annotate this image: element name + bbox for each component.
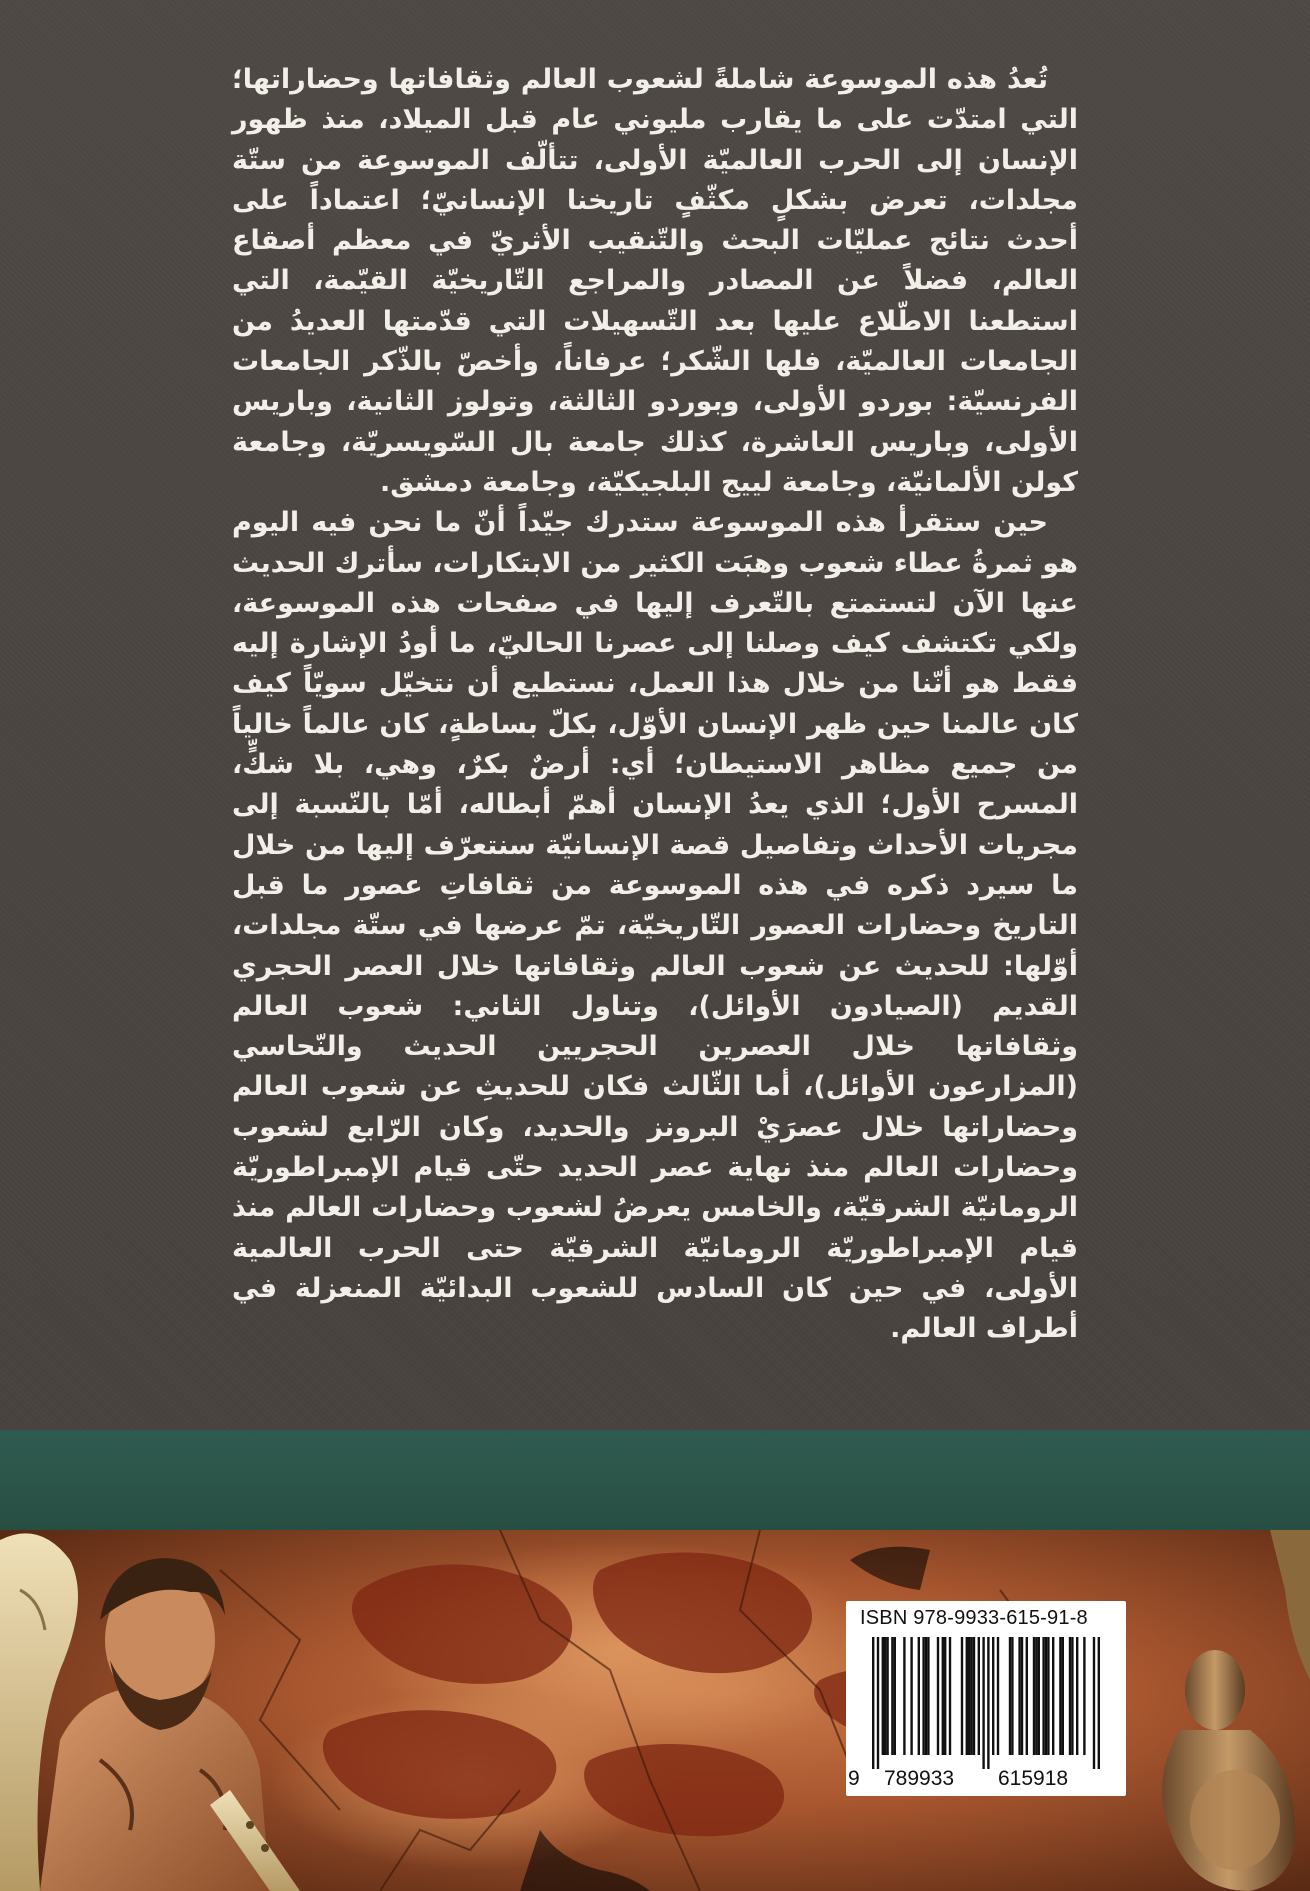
barcode-bar bbox=[882, 1637, 884, 1755]
barcode-bar bbox=[886, 1637, 888, 1755]
blurb-paragraph-1: تُعدُ هذه الموسوعة شاملةً لشعوب العالم وثقافاتها وحضاراتها؛ التي امتدّت على ما يقارب مليوني عام قبل الميلاد، منذ ظهور الإنسان إلى الحرب العالميّة الأولى، تتألّف الموسوعة من ستّة مجلدات، تعرض بشكلٍ مكثّفٍ تاريخنا الإنسانيّ؛ اعتماداً على أحدث نتائج عمليّات البحث والتّنقيب الأثريّ في معظم أصقاع العالم، فضلاً عن المصادر والمراجع التّاريخيّة القيّمة، التي استطعنا الاطّلاع عليها بعد التّسهيلات التي قدّمتها العديدُ من الجامعات العالميّة، فلها الشّكر؛ عرفاناً، وأخصّ بالذّكر الجامعات الفرنسيّة: بوردو الأولى، وبوردو الثالثة، وتولوز الثانية، وباريس الأولى، وباريس العاشرة، كذلك جامعة بال السّويسريّة، وجامعة كولن الألمانيّة، وجامعة لييج البلجيكيّة، وجامعة دمشق. bbox=[232, 64, 1078, 498]
ean-right-digits: 615918 bbox=[998, 1767, 1069, 1790]
barcode-bar bbox=[927, 1637, 929, 1755]
barcode-bar bbox=[1021, 1637, 1023, 1755]
barcode-bar bbox=[961, 1637, 963, 1755]
barcode-bars bbox=[858, 1637, 1114, 1769]
barcode-bar bbox=[966, 1637, 968, 1755]
barcode-bar bbox=[978, 1637, 980, 1755]
barcode-bar bbox=[1045, 1637, 1047, 1755]
barcode-bar bbox=[997, 1637, 999, 1755]
barcode-bar bbox=[1038, 1637, 1040, 1755]
barcode-bar bbox=[982, 1637, 984, 1769]
barcode-bar bbox=[949, 1637, 951, 1755]
barcode-bar bbox=[910, 1637, 912, 1755]
barcode-bar bbox=[987, 1637, 989, 1769]
barcode-bar bbox=[877, 1637, 879, 1769]
barcode-bar bbox=[942, 1637, 944, 1755]
barcode-bar bbox=[922, 1637, 924, 1755]
barcode-bar bbox=[1026, 1637, 1028, 1755]
barcode-bar bbox=[992, 1637, 994, 1755]
ean-left-digits: 789933 bbox=[884, 1767, 955, 1790]
barcode-bar bbox=[1052, 1637, 1054, 1755]
barcode-bar bbox=[1098, 1637, 1100, 1769]
barcode-bar bbox=[970, 1637, 972, 1755]
barcode-bar bbox=[903, 1637, 905, 1755]
barcode-bar bbox=[1093, 1637, 1095, 1769]
blurb-paragraph-2: حين ستقرأ هذه الموسوعة ستدرك جيّداً أنّ ما نحن فيه اليوم هو ثمرةُ عطاء شعوب وهبَت الكثير من الابتكارات، سأترك الحديث عنها الآن لتستمتع بالتّعرف إليها في صفحات هذه الموسوعة، ولكي تكتشف كيف وصلنا إلى عصرنا الحاليّ، ما أودُ الإشارة إليه فقط هو أنّنا من خلال هذا العمل، نستطيع أن نتخيّل سويّاً كيف كان عالمنا حين ظهر الإنسان الأوّل، بكلّ بساطةٍ، كان عالماً خالياً من جميع مظاهر الاستيطان؛ أي: أرضٌ بكرٌ، وهي، بلا شكٍّ، المسرح الأول؛ الذي يعدُ الإنسان أهمّ أبطاله، أمّا بالنّسبة إلى مجريات الأحداث وتفاصيل قصة الإنسانيّة سنتعرّف إليها من خلال ما سيرد ذكره في هذه الموسوعة من ثقافاتِ عصور ما قبل التاريخ وحضارات العصور التّاريخيّة، تمّ عرضها في ستّة مجلدات، أوّلها: للحديث عن شعوب العالم وثقافاتها خلال العصر الحجري القديم (الصيادون الأوائل)، وتناول الثاني: شعوب العالم وثقافاتها خلال العصرين الحجريين الحديث والنّحاسي (المزارعون الأوائل)، أما الثّالث فكان للحديثِ عن شعوب العالم وحضاراتها خلال عصرَيْ البرونز والحديد، وكان الرّابع لشعوب وحضارات العالم منذ نهاية عصر الحديد حتّى قيام الإمبراطوريّة الرومانيّة الشرقيّة، والخامس يعرضُ لشعوب وحضارات العالم منذ قيام الإمبراطوريّة الرومانيّة الشرقيّة حتى الحرب العالمية الأولى، في حين كان السادس للشعوب البدائيّة المنعزلة في أطراف العالم. bbox=[232, 507, 1078, 1345]
barcode-bar bbox=[1059, 1637, 1061, 1755]
barcode-bar bbox=[925, 1637, 927, 1755]
barcode-bar bbox=[1042, 1637, 1044, 1755]
barcode-bar bbox=[1062, 1637, 1064, 1755]
barcode-bar bbox=[891, 1637, 893, 1755]
green-band bbox=[0, 1430, 1310, 1530]
barcode-bar bbox=[1047, 1637, 1049, 1755]
isbn-label: ISBN 978-9933-615-91-8 bbox=[860, 1607, 1088, 1629]
ean-first-digit: 9 bbox=[848, 1767, 860, 1790]
isbn-barcode bbox=[846, 1601, 1126, 1796]
barcode-bar bbox=[1083, 1637, 1085, 1755]
barcode-bar bbox=[1009, 1637, 1011, 1755]
barcode-bar bbox=[1076, 1637, 1078, 1755]
barcode-bar bbox=[1071, 1637, 1073, 1755]
barcode-bar bbox=[1069, 1637, 1071, 1755]
barcode-bar bbox=[1011, 1637, 1013, 1755]
barcode-bar bbox=[944, 1637, 946, 1755]
barcode-bar bbox=[973, 1637, 975, 1755]
barcode-bar bbox=[872, 1637, 874, 1769]
barcode-bar bbox=[884, 1637, 886, 1755]
barcode-bar bbox=[937, 1637, 939, 1755]
barcode-bar bbox=[1035, 1637, 1037, 1755]
barcode-bar bbox=[894, 1637, 896, 1755]
blurb-text bbox=[232, 60, 1078, 1350]
barcode-bar bbox=[1033, 1637, 1035, 1755]
barcode-bar bbox=[1018, 1637, 1020, 1755]
barcode-bar bbox=[968, 1637, 970, 1755]
barcode-bar bbox=[918, 1637, 920, 1755]
